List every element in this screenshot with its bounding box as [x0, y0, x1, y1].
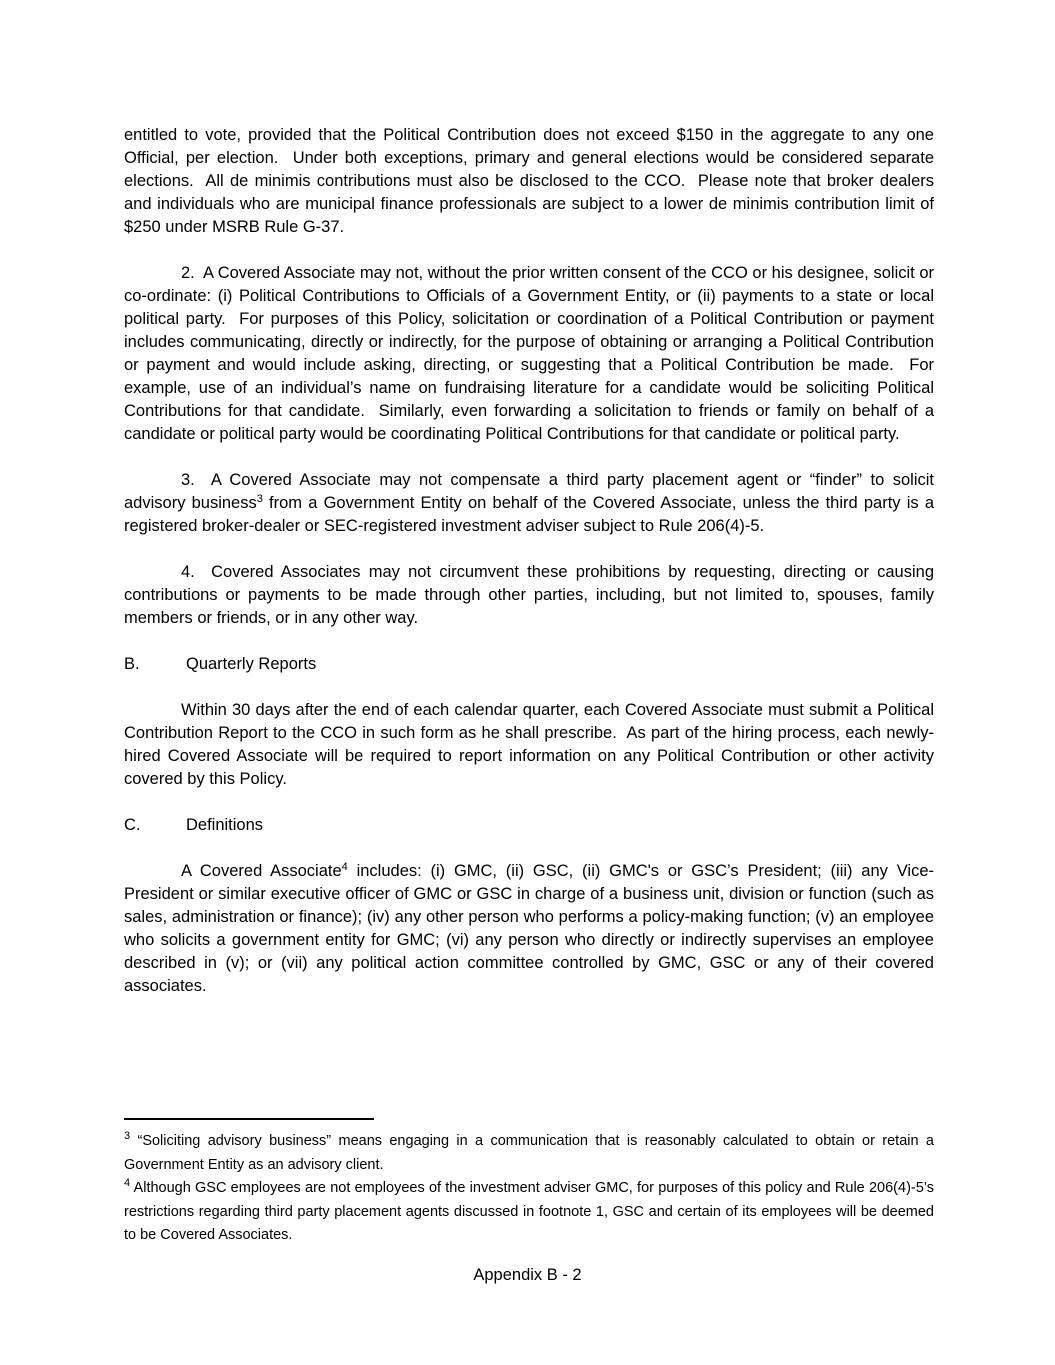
- footnote-3: [124, 1130, 939, 1177]
- footnote-4-reference: 4: [341, 861, 348, 873]
- section-heading-c: [124, 814, 934, 837]
- page-footer-label: Appendix B - 2: [473, 1266, 582, 1284]
- paragraph-definitions: [124, 860, 939, 998]
- footnote-section: [124, 1118, 939, 1248]
- paragraph-quarterly-reports: Within 30 days after the end of each calendar quarter, each Covered Associate must submit a Political Contribution Report to the CCO in such form as he shall prescribe. As part of the hiring process, each newly-hired Covered Associate will be required to report information on any Political Contribution or other activity covered by this Policy.: [124, 701, 939, 788]
- footnote-4-marker: 4: [124, 1177, 131, 1189]
- section-c-title: Definitions: [186, 816, 264, 834]
- paragraph-item-3-text-after: from a Government Entity on behalf of the Covered Associate, unless the third party is a registered broker-dealer or SEC-registered investment adviser subject to Rule 206(4)-5.: [124, 494, 939, 535]
- paragraph-item-3-text-before: 3. A Covered Associate may not compensate a third party placement agent or “finder” to solicit advisory business: [124, 471, 939, 512]
- paragraph-definitions-text-before: A Covered Associate: [181, 862, 342, 880]
- section-b-letter: B.: [124, 655, 140, 673]
- paragraph-definitions-text-after: includes: (i) GMC, (ii) GSC, (ii) GMC's or GSC’s President; (iii) any Vice-President or similar executive officer of GMC or GSC in charge of a business unit, division or function (such as sales, administration or finance); (iv) any other person who performs a policy-making function; (v) an employee who solicits a government entity for GMC; (vi) any person who directly or indirectly supervises an employee described in (v); or (vii) any political action committee controlled by GMC, GSC or any of their covered associates.: [124, 862, 939, 995]
- paragraph-item-4: 4. Covered Associates may not circumvent these prohibitions by requesting, directing or causing contributions or payments to be made through other parties, including, but not limited to, spouses, family members or friends, or in any other way.: [124, 563, 939, 627]
- document-body: [124, 124, 939, 1021]
- section-b-title: Quarterly Reports: [186, 655, 317, 673]
- paragraph-intro-continuation: entitled to vote, provided that the Political Contribution does not exceed $150 in the aggregate to any one Official, per election. Under both exceptions, primary and general elections would be considered separate elections. All de minimis contributions must also be disclosed to the CCO. Please note that broker dealers and individuals who are municipal finance professionals are subject to a lower de minimis contribution limit of $250 under MSRB Rule G-37.: [124, 126, 939, 236]
- footnote-4: [124, 1177, 939, 1248]
- footnote-3-text: “Soliciting advisory business” means engaging in a communication that is reasonably calculated to obtain or retain a Government Entity as an advisory client.: [124, 1133, 939, 1173]
- paragraph-item-2: 2. A Covered Associate may not, without the prior written consent of the CCO or his designee, solicit or co-ordinate: (i) Political Contributions to Officials of a Government Entity, or (ii) payments to a state or local political party. For purposes of this Policy, solicitation or coordination of a Political Contribution or payment includes communicating, directly or indirectly, for the purpose of obtaining or arranging a Political Contribution or payment and would include asking, directing, or suggesting that a Political Contribution be made. For example, use of an individual’s name on fundraising literature for a candidate would be soliciting Political Contributions for that candidate. Similarly, even forwarding a solicitation to friends or family on behalf of a candidate or political party would be coordinating Political Contributions for that candidate or political party.: [124, 264, 939, 443]
- section-c-letter: C.: [124, 816, 141, 834]
- footnote-3-reference: 3: [256, 493, 263, 505]
- footnote-3-marker: 3: [124, 1130, 131, 1142]
- footnote-separator-rule: [124, 1118, 374, 1120]
- section-heading-b: [124, 653, 934, 676]
- footnote-4-text: Although GSC employees are not employees of the investment adviser GMC, for purposes of this policy and Rule 206(4)-5’s restrictions regarding third party placement agents discussed in footnote 1, GSC and certain of its employees will be deemed to be Covered Associates.: [124, 1180, 939, 1243]
- paragraph-item-3: [124, 469, 939, 538]
